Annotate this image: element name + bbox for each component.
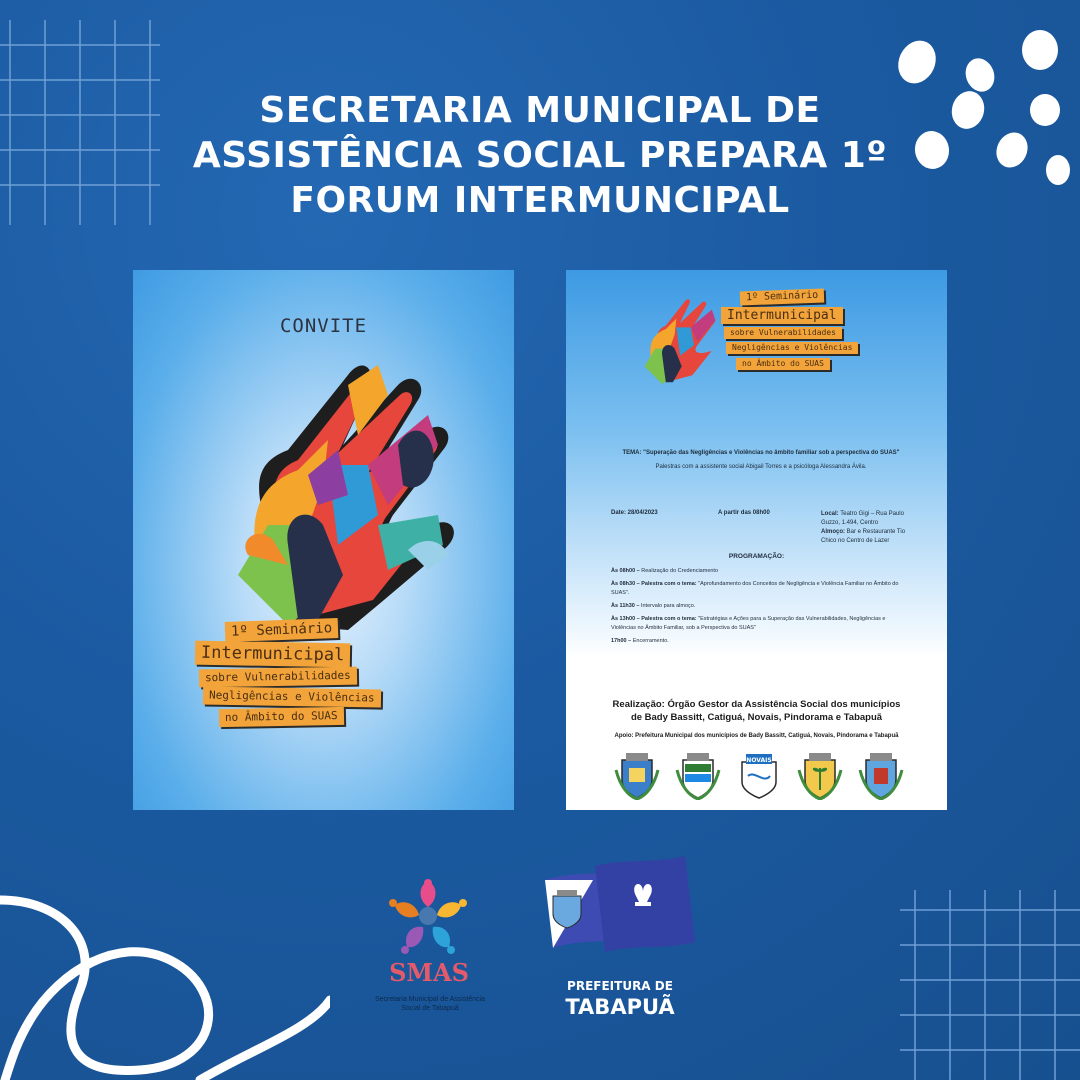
headline-line-3: FORUM INTERMUNCIPAL — [290, 180, 790, 221]
palestras-text: Palestras com a assistente social Abigail Torres e a psicóloga Alessandra Ávila. — [655, 464, 867, 470]
crest-bady-bassitt-icon — [614, 750, 660, 800]
smas-acronym: SMAS — [389, 958, 469, 987]
almoco-label: Almoço: — [821, 529, 845, 535]
tabapua-line-2: TABAPUÃ — [565, 995, 675, 1019]
banner-line-1: 1º Seminário — [225, 618, 339, 642]
tabapua-flag-icon — [535, 852, 705, 972]
swirl-decoration — [0, 880, 330, 1080]
banner-line-3: sobre Vulnerabilidades — [199, 667, 357, 688]
schedule-item: 17h00 – Encerramento. — [611, 638, 669, 644]
local-label: Local: — [821, 511, 839, 517]
banner-line-4: Negligências e Violências — [203, 686, 381, 707]
invite-title: CONVITE — [279, 315, 368, 337]
event-time: A partir das 08h00 — [718, 510, 770, 516]
almoco-value: Bar e Restaurante Tio Chico no Centro de Lazer — [821, 529, 906, 544]
tema-text: TEMA: "Superação das Negligências e Violências no âmbito familiar sob a perspectiva do SUAS" — [622, 450, 900, 456]
headline-line-1: SECRETARIA MUNICIPAL DE — [259, 90, 821, 131]
apoio-text: Apoio: Prefeitura Municipal dos municípios de Bady Bassitt, Catiguá, Novais, Pindorama e Tabapuã — [614, 733, 899, 739]
banner-line-2: Intermunicipal — [195, 641, 351, 668]
program-banner-line-5: no Âmbito do SUAS — [736, 358, 830, 370]
tabapua-logo-text — [540, 978, 700, 1020]
program-banner-line-4: Negligências e Violências — [726, 342, 858, 354]
grid-decoration-bottom-right — [900, 890, 1080, 1080]
headline-line-2: ASSISTÊNCIA SOCIAL PREPARA 1º — [192, 135, 888, 176]
program-banner-line-3: sobre Vulnerabilidades — [724, 327, 842, 339]
programacao-title: PROGRAMAÇÃO: — [728, 553, 785, 560]
banner-line-5: no Âmbito do SUAS — [219, 707, 344, 727]
smas-subtitle: Secretaria Municipal de Assistência Social de Tabapuã — [374, 996, 486, 1012]
schedule-list — [611, 567, 911, 646]
crest-catigua-icon — [675, 750, 721, 800]
colorful-hands-illustration-small — [641, 288, 726, 388]
schedule-item: Às 08h30 – Palestra com o tema: "Aprofundamento dos Conceitos de Negligência e Violência Familiar no Âmbito do SUAS". — [611, 581, 899, 596]
event-location — [821, 510, 911, 546]
headline — [160, 88, 920, 223]
grid-decoration-top-left — [0, 20, 160, 225]
program-banner-line-2: Intermunicipal — [721, 307, 843, 324]
svg-text:NOVAIS: NOVAIS — [746, 757, 772, 764]
crest-novais-icon — [736, 750, 782, 800]
tabapua-line-1: PREFEITURA DE — [567, 979, 673, 993]
invite-card — [133, 270, 514, 810]
program-banner-line-1: 1º Seminário — [740, 289, 825, 306]
local-value: Teatro Gigi – Rua Paulo Guzzo, 1.494, Centro — [821, 511, 904, 526]
realizacao-text: Realização: Órgão Gestor da Assistência Social dos municípios de Bady Bassitt, Catiguá, Novais, Pindorama e Tabapuã — [612, 699, 901, 723]
schedule-item: Às 13h00 – Palestra com o tema: "Estratégias e Ações para a Superação das Vulnerabilidades, Negligências e Violências no Âmbito Familiar, sob a Perspectiva do SUAS" — [611, 616, 886, 631]
municipal-crests — [614, 750, 904, 800]
colorful-hands-illustration — [228, 355, 468, 635]
event-date: Date: 28/04/2023 — [611, 510, 658, 516]
crest-pindorama-icon — [797, 750, 843, 800]
schedule-item: Às 11h30 – Intervalo para almoço. — [611, 603, 696, 609]
crest-tabapua-icon — [858, 750, 904, 800]
program-card — [566, 270, 947, 810]
smas-logo-icon — [387, 875, 469, 957]
schedule-item: Às 08h00 – Realização do Credenciamento — [611, 568, 719, 574]
